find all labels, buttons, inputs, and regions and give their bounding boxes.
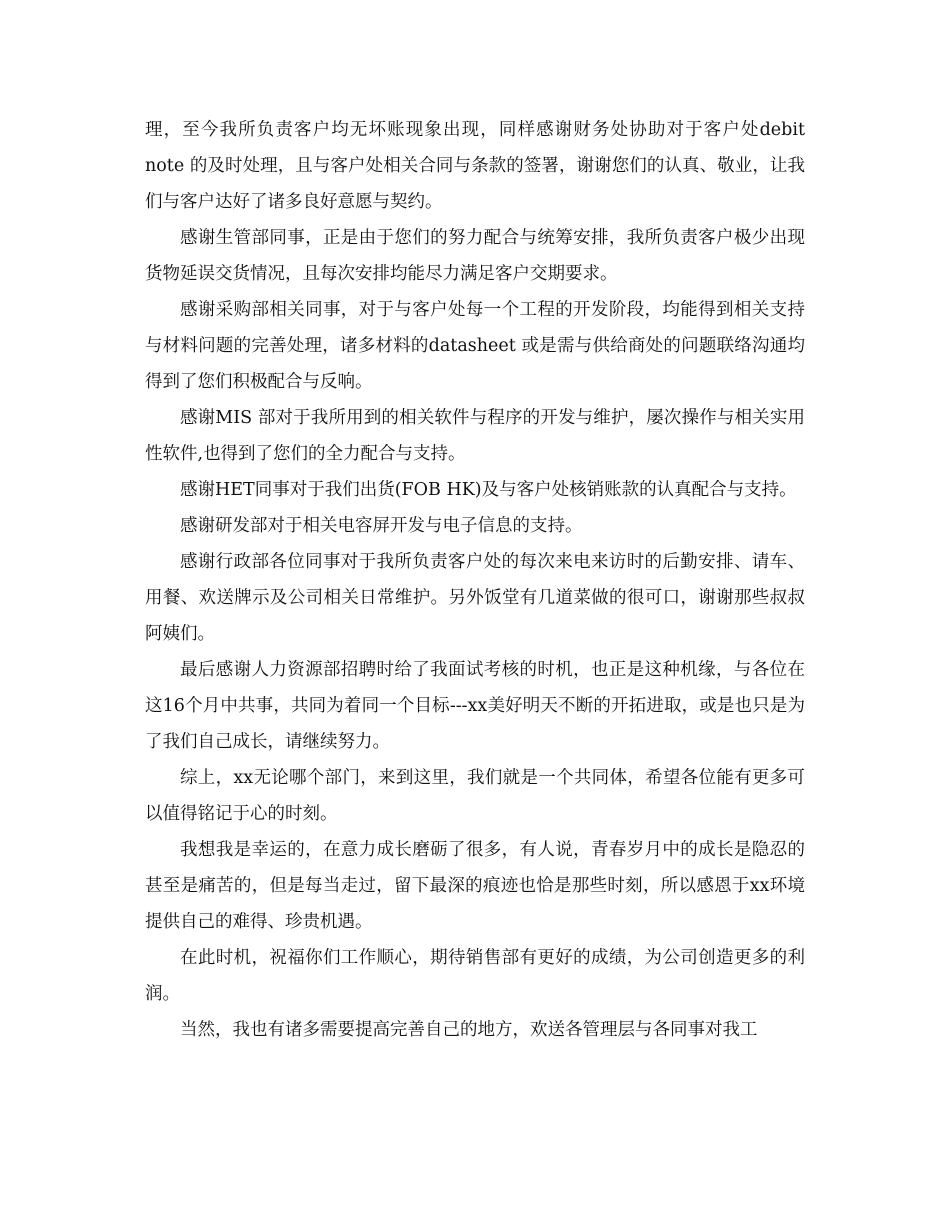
paragraph-reflection: 我想我是幸运的，在意力成长磨砺了很多，有人说，青春岁月中的成长是隐忍的甚至是痛苦的，但是每当走过，留下最深的痕迹也恰是那些时刻，所以感恩于xx环境提供自己的难得、珍贵机遇。 [145, 840, 805, 932]
paragraph-mis-thanks: 感谢MIS 部对于我所用到的相关软件与程序的开发与维护，屡次操作与相关实用性软件,也得到了您们的全力配合与支持。 [145, 408, 805, 464]
document-body [145, 112, 805, 1048]
paragraph-hr-thanks: 最后感谢人力资源部招聘时给了我面试考核的时机，也正是这种机缘，与各位在这16个月中共事，共同为着同一个目标---xx美好明天不断的开拓进取，或是也只是为了我们自己成长，请继续努力。 [145, 660, 805, 752]
paragraph-production-thanks: 感谢生管部同事，正是由于您们的努力配合与统筹安排，我所负责客户极少出现货物延误交货情况，且每次安排均能尽力满足客户交期要求。 [145, 228, 805, 284]
paragraph-het-thanks: 感谢HET同事对于我们出货(FOB HK)及与客户处核销账款的认真配合与支持。 [180, 480, 797, 500]
paragraph-summary: 综上，xx无论哪个部门，来到这里，我们就是一个共同体，希望各位能有更多可以值得铭记于心的时刻。 [145, 768, 805, 824]
paragraph-purchasing-thanks: 感谢采购部相关同事，对于与客户处每一个工程的开发阶段，均能得到相关支持与材料问题的完善处理，诸多材料的datasheet 或是需与供给商处的问题联络沟通均得到了您们积极配合与反响。 [145, 300, 805, 392]
paragraph-finance-thanks-continued: 理，至今我所负责客户均无坏账现象出现，同样感谢财务处协助对于客户处debit note 的及时处理，且与客户处相关合同与条款的签署，谢谢您们的认真、敬业，让我们与客户达好了诸多良好意愿与契约。 [145, 120, 805, 212]
paragraph-wishes: 在此时机，祝福你们工作顺心，期待销售部有更好的成绩，为公司创造更多的利润。 [145, 948, 805, 1004]
paragraph-improvement: 当然，我也有诸多需要提高完善自己的地方，欢送各管理层与各同事对我工 [180, 1020, 758, 1040]
paragraph-rd-thanks: 感谢研发部对于相关电容屏开发与电子信息的支持。 [180, 516, 583, 536]
paragraph-admin-thanks: 感谢行政部各位同事对于我所负责客户处的每次来电来访时的后勤安排、请车、用餐、欢送牌示及公司相关日常维护。另外饭堂有几道菜做的很可口，谢谢那些叔叔阿姨们。 [145, 552, 805, 644]
